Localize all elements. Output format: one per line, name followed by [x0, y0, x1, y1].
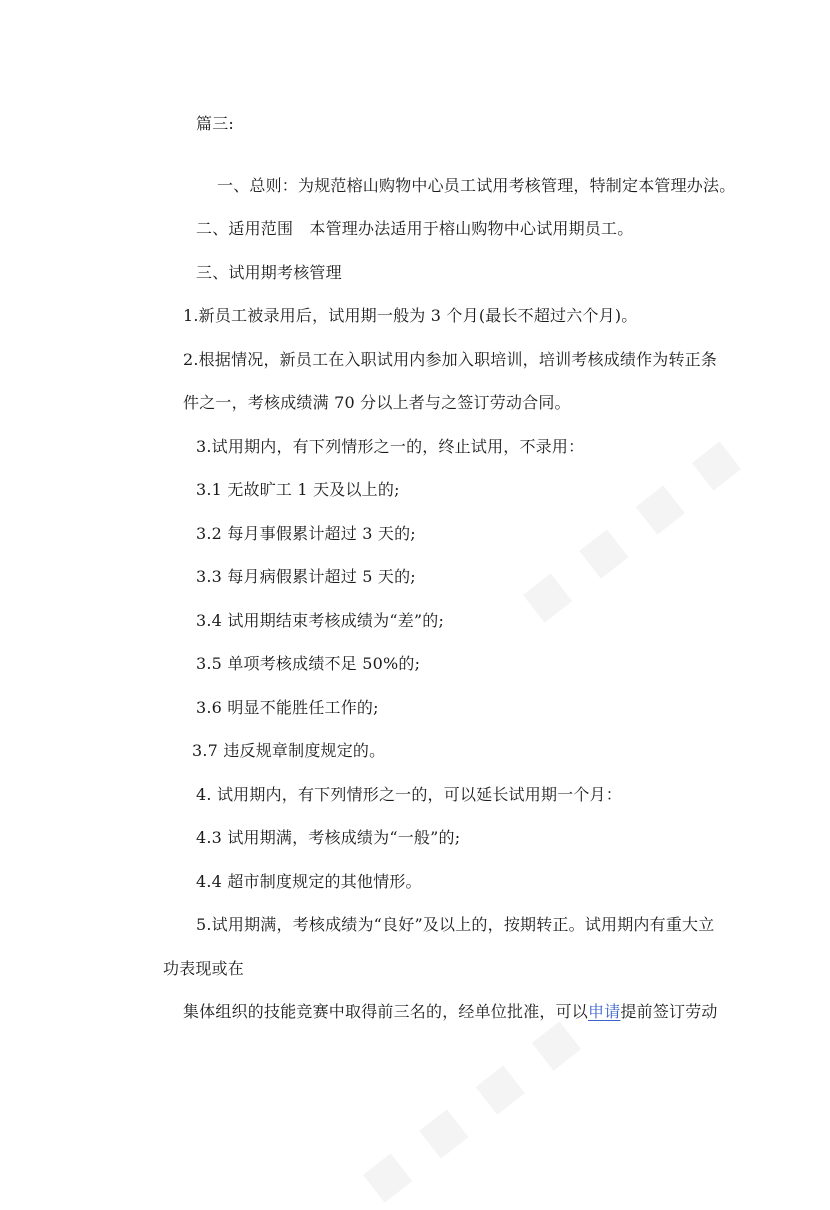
- section-heading: 篇三:: [196, 114, 234, 133]
- list-item-3-1: 3.1 无故旷工 1 天及以上的;: [196, 480, 400, 499]
- paragraph-scope: 二、适用范围 本管理办法适用于榕山购物中心试用期员工。: [196, 219, 634, 238]
- paragraph-item-4: 4. 试用期内，有下列情形之一的，可以延长试用期一个月：: [196, 785, 622, 804]
- paragraph-item-2: 2.根据情况，新员工在入职试用内参加入职培训，培训考核成绩作为转正条: [183, 350, 718, 369]
- paragraph-item-5-cont-2: [183, 1001, 718, 1023]
- paragraph-item-5: 5.试用期满，考核成绩为“良好”及以上的，按期转正。试用期内有重大立: [196, 915, 715, 934]
- paragraph-item-3: 3.试用期内，有下列情形之一的，终止试用，不录用：: [196, 437, 585, 456]
- paragraph-item-5-cont: 功表现或在: [163, 959, 245, 978]
- list-item-3-6: 3.6 明显不能胜任工作的;: [196, 698, 379, 717]
- list-item-4-4: 4.4 超市制度规定的其他情形。: [196, 872, 422, 891]
- list-item-3-2: 3.2 每月事假累计超过 3 天的;: [196, 524, 416, 543]
- list-item-3-4: 3.4 试用期结束考核成绩为“差”的;: [196, 611, 445, 630]
- paragraph-text-after-link: 提前签订劳动: [620, 1002, 718, 1021]
- paragraph-general-rules: 一、总则：为规范榕山购物中心员工试用考核管理，特制定本管理办法。: [217, 176, 736, 195]
- watermark-graphic: [351, 1004, 592, 1209]
- list-item-3-3: 3.3 每月病假累计超过 5 天的;: [196, 567, 416, 586]
- paragraph-probation-heading: 三、试用期考核管理: [196, 263, 342, 282]
- paragraph-item-2-cont: 件之一，考核成绩满 70 分以上者与之签订劳动合同。: [183, 393, 571, 412]
- list-item-3-7: 3.7 违反规章制度规定的。: [192, 741, 386, 760]
- list-item-3-5: 3.5 单项考核成绩不足 50%的;: [196, 654, 421, 673]
- paragraph-item-1: 1.新员工被录用后，试用期一般为 3 个月(最长不超过六个月)。: [183, 306, 638, 325]
- paragraph-text-before-link: 集体组织的技能竞赛中取得前三名的，经单位批准，可以: [183, 1002, 589, 1021]
- apply-link[interactable]: 申请: [588, 1002, 621, 1021]
- list-item-4-3: 4.3 试用期满，考核成绩为“一般”的;: [196, 828, 461, 847]
